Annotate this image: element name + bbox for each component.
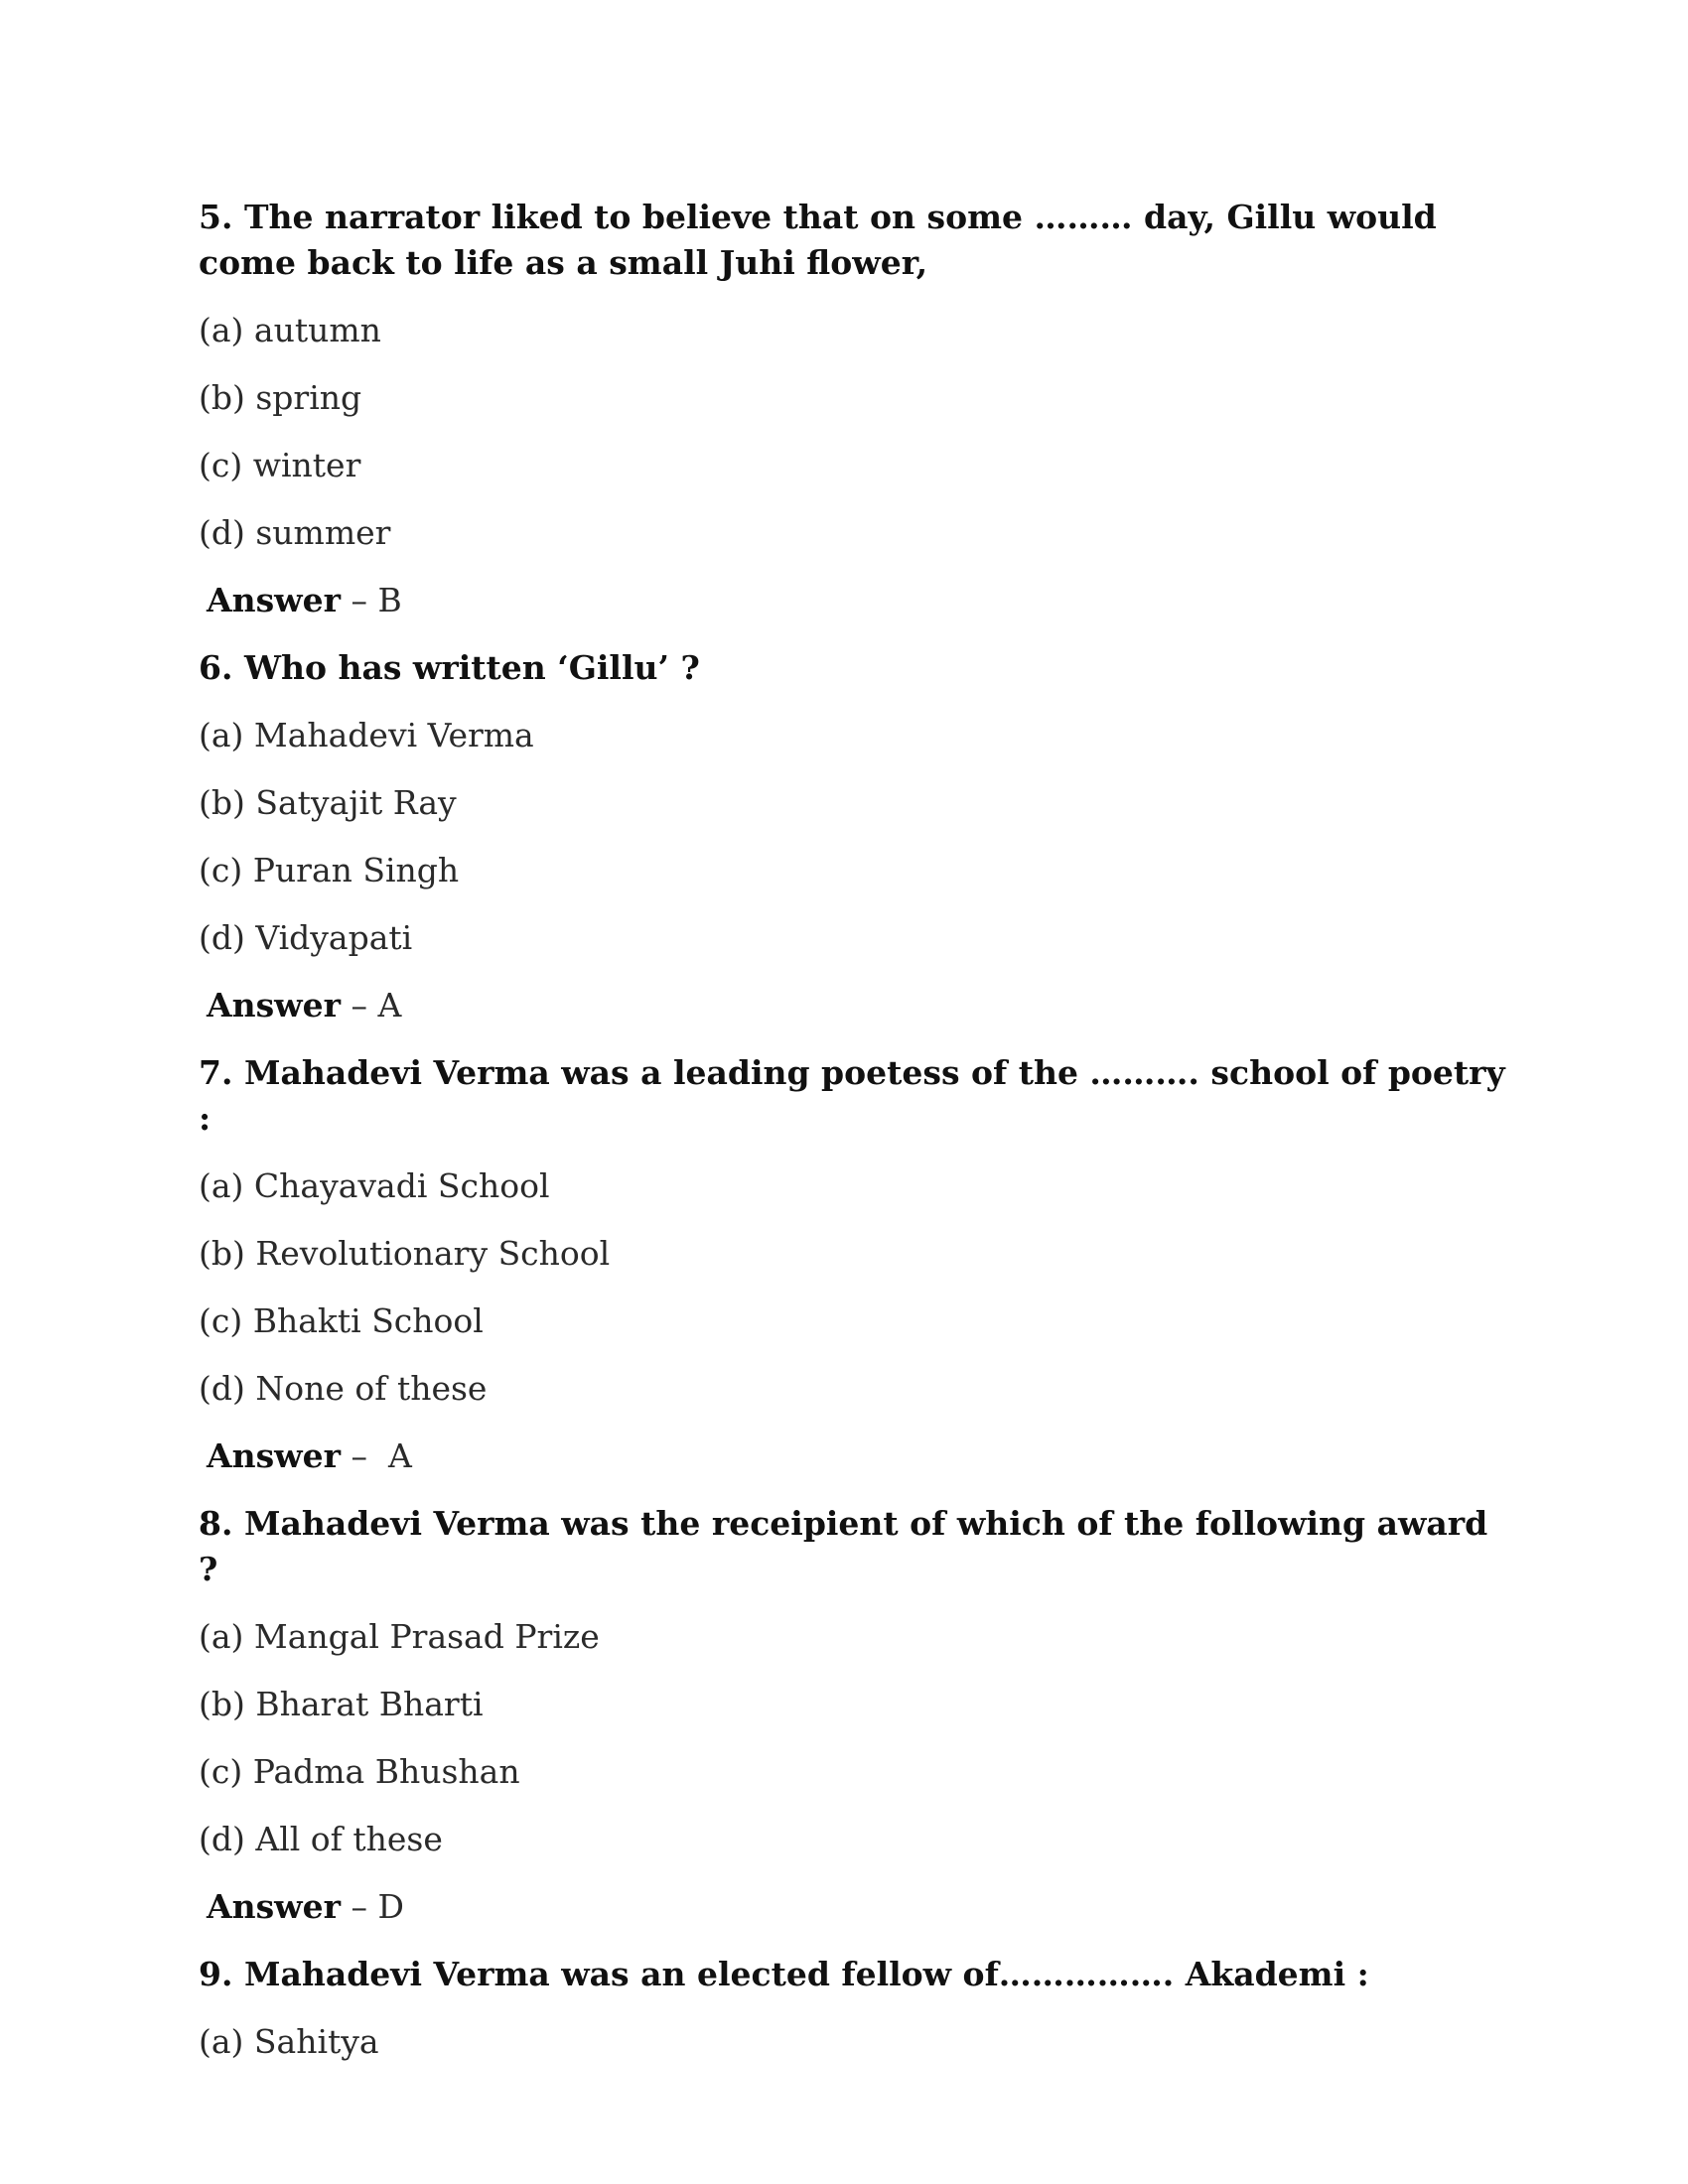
question-8-answer [207, 1884, 1509, 1930]
answer-value: – A [340, 986, 402, 1024]
answer-label: Answer [207, 581, 341, 619]
question-6-option-a: (a) Mahadevi Verma [199, 716, 534, 754]
question-8-option-c: (c) Padma Bhushan [199, 1752, 520, 1791]
question-8: 8. Mahadevi Verma was the receipient of which of the following award ? [199, 1504, 1488, 1588]
question-5-option-b: (b) spring [199, 378, 362, 417]
question-6: 6. Who has written ‘Gillu’ ? [199, 648, 700, 687]
question-6-answer [207, 983, 1509, 1028]
question-7-option-a: (a) Chayavadi School [199, 1166, 550, 1205]
question-7-option-b: (b) Revolutionary School [199, 1234, 611, 1273]
question-5-option-a: (a) autumn [199, 311, 381, 349]
question-5-answer [207, 578, 1509, 623]
question-6-option-b: (b) Satyajit Ray [199, 783, 457, 822]
quiz-content [199, 195, 1509, 2087]
question-6-option-c: (c) Puran Singh [199, 851, 460, 889]
answer-value: – D [340, 1887, 404, 1926]
question-9-option-a: (a) Sahitya [199, 2022, 379, 2061]
question-9: 9. Mahadevi Verma was an elected fellow of……………. Akademi : [199, 1955, 1369, 1993]
question-8-option-d: (d) All of these [199, 1820, 443, 1858]
answer-label: Answer [207, 1887, 341, 1926]
answer-value: – A [340, 1436, 412, 1475]
question-7: 7. Mahadevi Verma was a leading poetess of the ………. school of poetry : [199, 1053, 1505, 1138]
question-5: 5. The narrator liked to believe that on some ……… day, Gillu would come back to life as a small Juhi flower, [199, 198, 1437, 282]
question-5-option-d: (d) summer [199, 513, 391, 552]
question-6-option-d: (d) Vidyapati [199, 918, 413, 957]
question-7-answer [207, 1433, 1509, 1479]
question-7-option-d: (d) None of these [199, 1369, 488, 1408]
question-8-option-a: (a) Mangal Prasad Prize [199, 1617, 600, 1656]
answer-value: – B [340, 581, 402, 619]
question-8-option-b: (b) Bharat Bharti [199, 1685, 484, 1723]
answer-label: Answer [207, 986, 341, 1024]
question-5-option-c: (c) winter [199, 446, 361, 484]
question-7-option-c: (c) Bhakti School [199, 1301, 484, 1340]
answer-label: Answer [207, 1436, 341, 1475]
